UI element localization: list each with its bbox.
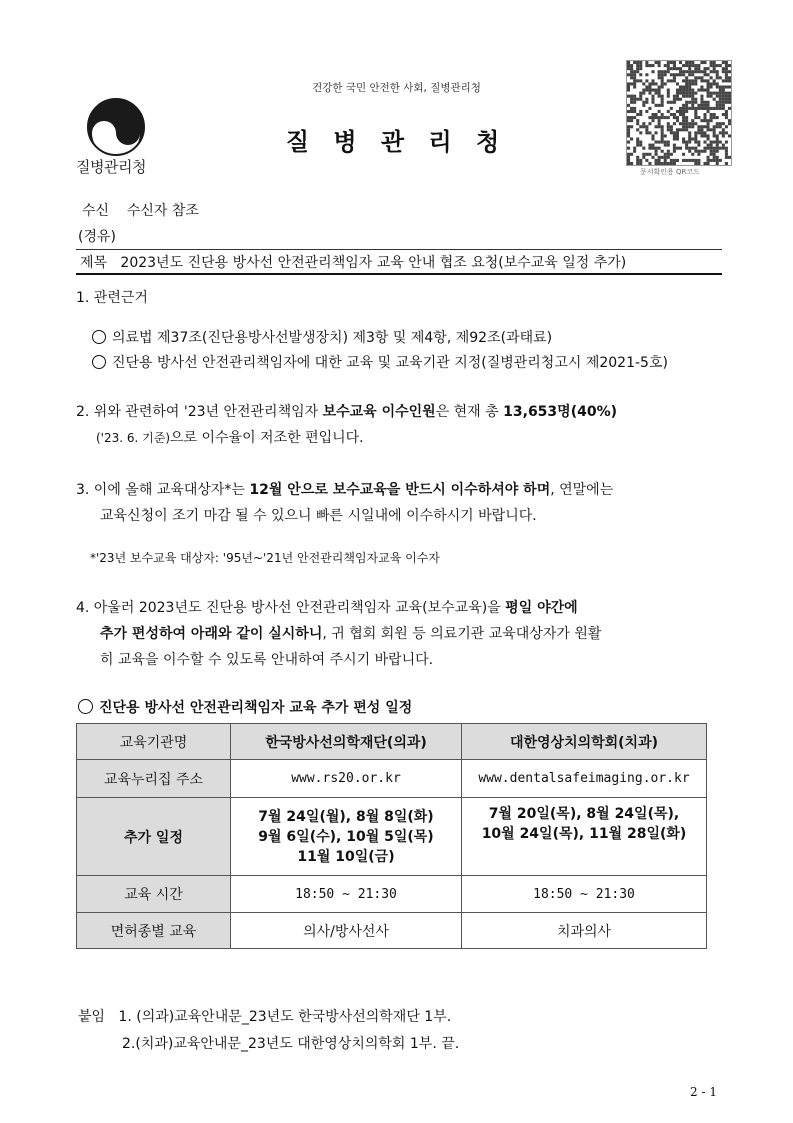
table-cell: 추가 일정: [77, 798, 231, 876]
bullet-circle-icon: [92, 355, 106, 369]
table-cell: 치과의사: [462, 913, 707, 949]
subject-label: 제목: [80, 255, 108, 271]
recipient-value: 수신자 참조: [126, 203, 199, 219]
bullet-circle-icon: [92, 330, 106, 344]
table-cell: 교육 시간: [77, 876, 231, 913]
qr-caption: 문서확인용 QR코드: [640, 168, 700, 176]
subject-line: [80, 252, 626, 272]
table-cell: 교육기관명: [77, 724, 231, 760]
qr-code-icon: [626, 60, 732, 166]
table-row: [77, 913, 707, 949]
page-number: 2 - 1: [690, 1085, 717, 1099]
slogan: 건강한 국민 안전한 사회, 질병관리청: [312, 82, 481, 94]
attachment-line2: 2.(치과)교육안내문_23년도 대한영상치의학회 1부. 끝.: [122, 1036, 460, 1052]
table-cell: 한국방사선의학재단(의과): [231, 724, 462, 760]
table-cell: 교육누리집 주소: [77, 760, 231, 798]
recipient-line: [82, 200, 199, 220]
item1-ref: 진단용 방사선 안전관리책임자에 대한 교육 및 교육기관 지정(질병관리청고시 제2021-5호): [92, 351, 668, 375]
table-cell: 면허종별 교육: [77, 913, 231, 949]
org-title: 질 병 관 리 청: [285, 128, 508, 156]
table-row: [77, 798, 707, 876]
attachment-line1: 붙임 1. (의과)교육안내문_23년도 한국방사선의학재단 1부.: [78, 1009, 452, 1025]
table-cell: www.dentalsafeimaging.or.kr: [462, 760, 707, 798]
attachment-label: 붙임: [78, 1009, 106, 1025]
table-row: [77, 876, 707, 913]
table-cell: www.rs20.or.kr: [231, 760, 462, 798]
subject-value: 2023년도 진단용 방사선 안전관리책임자 교육 안내 협조 요청(보수교육 일정 추가): [120, 255, 627, 271]
item1-ref: 의료법 제37조(진단용방사선발생장치) 제3항 및 제4항, 제92조(과태료): [92, 326, 552, 350]
table-row: [77, 724, 707, 760]
bullet-circle-icon: [78, 699, 93, 714]
item2-line1: 2. 위와 관련하여 '23년 안전관리책임자 보수교육 이수인원은 현재 총 13,653명(40%): [76, 404, 617, 420]
table-cell: 의사/방사선사: [231, 913, 462, 949]
table-cell: 7월 20일(목), 8월 24일(목), 10월 24일(목), 11월 28일(화): [462, 798, 707, 876]
item4-line2: 추가 편성하여 아래와 같이 실시하니, 귀 협회 회원 등 의료기관 교육대상자가 원활: [100, 626, 602, 642]
item3-footnote: *'23년 보수교육 대상자: '95년~'21년 안전관리책임자교육 이수자: [90, 551, 440, 565]
via-line: (경유): [78, 229, 116, 245]
item4-line1: 4. 아울러 2023년도 진단용 방사선 안전관리책임자 교육(보수교육)을 평일 야간에: [76, 600, 578, 616]
divider: [76, 249, 722, 250]
schedule-table: [76, 723, 707, 949]
table-cell: 7월 24일(월), 8월 8일(화) 9월 6일(수), 10월 5일(목) 11월 10일(금): [231, 798, 462, 876]
table-row: [77, 760, 707, 798]
item1-heading: 1. 관련근거: [76, 290, 148, 306]
table-cell: 18:50 ~ 21:30: [231, 876, 462, 913]
table-cell: 대한영상치의학회(치과): [462, 724, 707, 760]
item2-line2: ('23. 6. 기준)으로 이수율이 저조한 편입니다.: [96, 430, 364, 446]
item3-line2: 교육신청이 조기 마감 될 수 있으니 빠른 시일내에 이수하시기 바랍니다.: [100, 508, 537, 524]
divider: [76, 273, 722, 275]
item4-line3: 히 교육을 이수할 수 있도록 안내하여 주시기 바랍니다.: [100, 652, 434, 668]
item3-line1: 3. 이에 올해 교육대상자*는 12월 안으로 보수교육을 반드시 이수하셔야 하며, 연말에는: [76, 482, 614, 498]
org-logo-text: 질병관리청: [76, 158, 146, 176]
schedule-title: 진단용 방사선 안전관리책임자 교육 추가 편성 일정: [78, 697, 412, 717]
table-cell: 18:50 ~ 21:30: [462, 876, 707, 913]
recipient-label: 수신: [82, 203, 110, 219]
